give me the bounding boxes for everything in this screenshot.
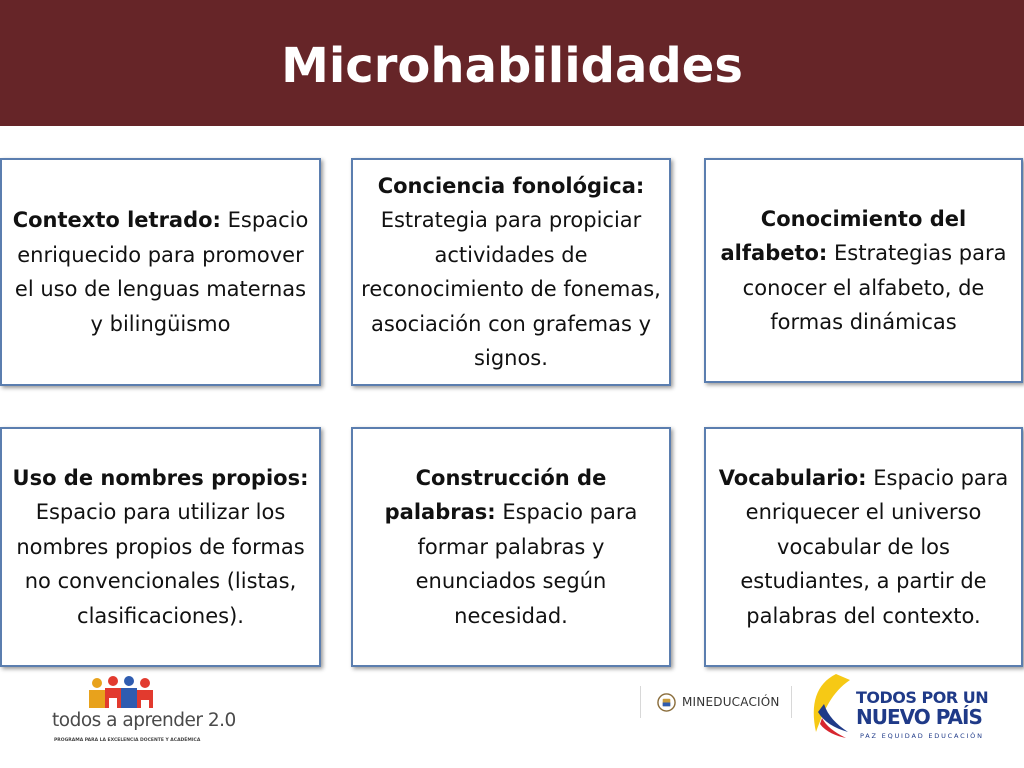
todos-a-aprender-logo <box>52 676 236 752</box>
logo-text: todos a aprender 2.0 <box>52 710 236 731</box>
slide-title: Microhabilidades <box>281 38 743 94</box>
people-blocks-icon <box>85 676 165 710</box>
card-text <box>359 169 663 376</box>
card-contexto-letrado <box>0 158 321 386</box>
card-heading: Contexto letrado: <box>12 208 221 232</box>
card-heading: Uso de nombres propios: <box>12 465 309 490</box>
card-construccion-palabras <box>351 427 671 667</box>
card-body: Estrategia para propiciar actividades de reconocimiento de fonemas, asociación con grafemas y signos. <box>361 208 661 370</box>
logo-subtext: PROGRAMA PARA LA EXCELENCIA DOCENTE Y ACADÉMICA <box>54 738 201 743</box>
card-body: Espacio para utilizar los nombres propios de formas no convencionales (listas, clasificaciones). <box>16 500 305 628</box>
card-text <box>712 461 1015 634</box>
card-body: Espacio enriquecido para promover el uso de lenguas maternas y bilingüismo <box>14 208 309 336</box>
mineducacion-logo <box>640 686 792 718</box>
card-vocabulario <box>704 427 1023 667</box>
card-text <box>359 461 663 634</box>
title-banner <box>0 0 1024 126</box>
card-text <box>8 203 313 341</box>
card-heading: Conciencia fonológica: <box>377 173 645 198</box>
card-text <box>8 461 313 634</box>
card-conocimiento-alfabeto <box>704 158 1023 383</box>
logo-line-2: NUEVO PAÍS <box>856 705 982 729</box>
card-body: Estrategias para conocer el alfabeto, de formas dinámicas <box>742 241 1007 334</box>
card-heading: Conocimiento del alfabeto: <box>720 206 967 265</box>
card-text <box>712 202 1015 340</box>
coat-of-arms-icon <box>657 693 676 712</box>
flag-swoosh-icon <box>806 670 856 740</box>
card-conciencia-fonologica <box>351 158 671 386</box>
todos-por-un-nuevo-pais-logo <box>806 668 989 754</box>
card-heading: Construcción de palabras: <box>384 465 607 525</box>
logo-line-1: TODOS POR UN <box>856 688 989 707</box>
logo-line-3: PAZ EQUIDAD EDUCACIÓN <box>860 732 984 740</box>
card-heading: Vocabulario: <box>718 465 867 490</box>
card-uso-nombres-propios <box>0 427 321 667</box>
ministry-label: MINEDUCACIÓN <box>682 695 780 709</box>
card-body: Espacio para formar palabras y enunciados según necesidad. <box>415 500 638 628</box>
card-body: Espacio para enriquecer el universo vocabular de los estudiantes, a partir de palabras del contexto. <box>740 465 1009 628</box>
